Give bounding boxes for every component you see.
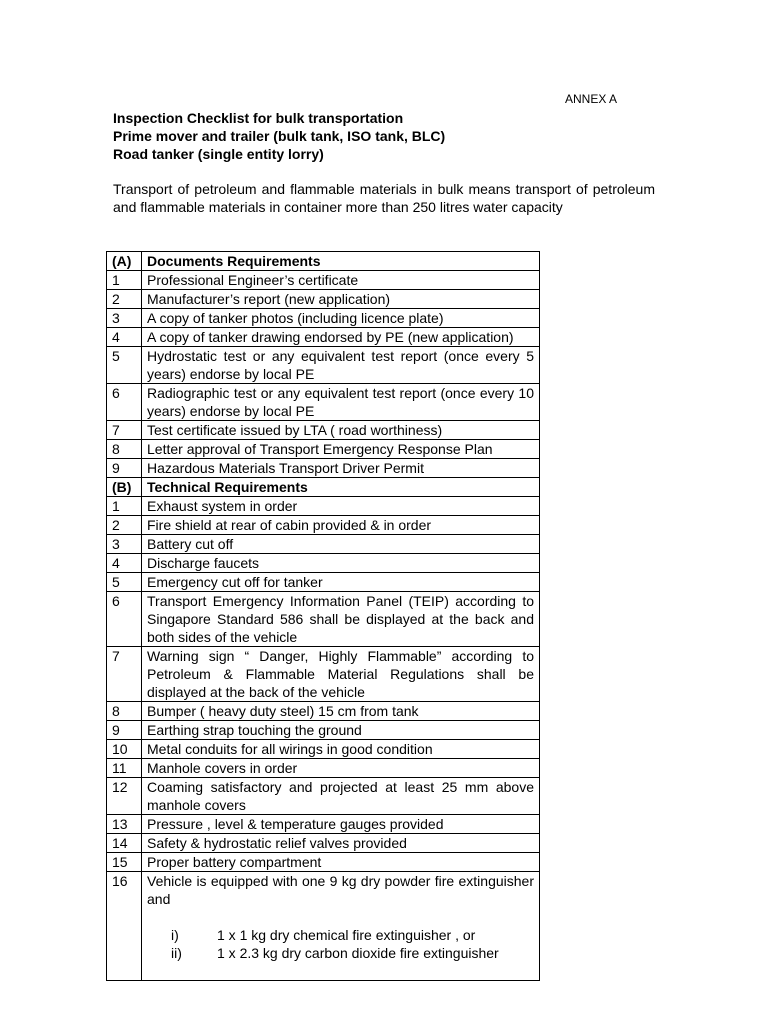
item-number: 2 xyxy=(107,290,142,309)
checklist-body xyxy=(107,252,540,981)
item-number: 5 xyxy=(107,573,142,592)
section-label: (B) xyxy=(107,478,142,497)
item-text: Radiographic test or any equivalent test report (once every 10 years) endorse by local PE xyxy=(142,384,540,421)
title-line-3: Road tanker (single entity lorry) xyxy=(113,146,324,162)
section-heading: Documents Requirements xyxy=(142,252,540,271)
table-row xyxy=(107,647,540,702)
item-text: Earthing strap touching the ground xyxy=(142,721,540,740)
table-row xyxy=(107,347,540,384)
table-row xyxy=(107,535,540,554)
item-text: Letter approval of Transport Emergency Response Plan xyxy=(142,440,540,459)
section-header-technical xyxy=(107,478,540,497)
sub-item xyxy=(171,944,534,962)
intro-paragraph: Transport of petroleum and flammable materials in bulk means transport of petroleum and flammable materials in container more than 250 litres water capacity xyxy=(113,181,655,215)
item-text: Discharge faucets xyxy=(142,554,540,573)
table-row xyxy=(107,815,540,834)
spacer xyxy=(147,908,534,926)
item-text: Fire shield at rear of cabin provided & in order xyxy=(142,516,540,535)
item-text: Manufacturer’s report (new application) xyxy=(142,290,540,309)
item-text: Professional Engineer’s certificate xyxy=(142,271,540,290)
spacer xyxy=(147,962,534,980)
table-row xyxy=(107,440,540,459)
table-row xyxy=(107,328,540,347)
item-text: Bumper ( heavy duty steel) 15 cm from tank xyxy=(142,702,540,721)
table-row xyxy=(107,853,540,872)
title-line-1: Inspection Checklist for bulk transportation xyxy=(113,110,404,126)
item-number: 4 xyxy=(107,554,142,573)
table-row xyxy=(107,592,540,647)
item-number: 16 xyxy=(107,872,142,981)
item-text: Proper battery compartment xyxy=(142,853,540,872)
item-text: Hazardous Materials Transport Driver Permit xyxy=(142,459,540,478)
table-row xyxy=(107,740,540,759)
title-line-2: Prime mover and trailer (bulk tank, ISO tank, BLC) xyxy=(113,128,446,144)
document-title xyxy=(113,109,445,163)
table-row xyxy=(107,290,540,309)
inspection-checklist-table xyxy=(106,251,540,981)
annex-label: ANNEX A xyxy=(565,92,618,106)
sub-item-marker: i) xyxy=(171,927,179,943)
item-number: 6 xyxy=(107,592,142,647)
table-row xyxy=(107,573,540,592)
item-number: 12 xyxy=(107,778,142,815)
table-row xyxy=(107,497,540,516)
item-text: Hydrostatic test or any equivalent test report (once every 5 years) endorse by local PE xyxy=(142,347,540,384)
item-number: 3 xyxy=(107,535,142,554)
section-header-documents xyxy=(107,252,540,271)
item-number: 14 xyxy=(107,834,142,853)
table-row xyxy=(107,309,540,328)
table-row-fire-extinguisher xyxy=(107,872,540,981)
item-number: 7 xyxy=(107,421,142,440)
item-text: A copy of tanker photos (including licence plate) xyxy=(142,309,540,328)
sub-item-marker: ii) xyxy=(171,945,182,961)
item-number: 1 xyxy=(107,271,142,290)
item-number: 8 xyxy=(107,702,142,721)
item-text: Metal conduits for all wirings in good condition xyxy=(142,740,540,759)
table-row xyxy=(107,384,540,421)
table-row xyxy=(107,759,540,778)
item-number: 5 xyxy=(107,347,142,384)
item-number: 13 xyxy=(107,815,142,834)
item-text: Warning sign “ Danger, Highly Flammable” according to Petroleum & Flammable Material Regulations shall be displayed at the back of the vehicle xyxy=(142,647,540,702)
table-row xyxy=(107,778,540,815)
item-number: 6 xyxy=(107,384,142,421)
item-text: Manhole covers in order xyxy=(142,759,540,778)
item-text: Transport Emergency Information Panel (TEIP) according to Singapore Standard 586 shall be displayed at the back and both sides of the vehicle xyxy=(142,592,540,647)
item-text: Coaming satisfactory and projected at least 25 mm above manhole covers xyxy=(142,778,540,815)
item-number: 10 xyxy=(107,740,142,759)
item-number: 7 xyxy=(107,647,142,702)
item-text: Battery cut off xyxy=(142,535,540,554)
item-text: Vehicle is equipped with one 9 kg dry powder fire extinguisher and xyxy=(147,873,534,907)
table-row xyxy=(107,721,540,740)
item-number: 1 xyxy=(107,497,142,516)
item-text: Pressure , level & temperature gauges provided xyxy=(142,815,540,834)
section-heading: Technical Requirements xyxy=(142,478,540,497)
item-number: 3 xyxy=(107,309,142,328)
sub-item-text: 1 x 1 kg dry chemical fire extinguisher , or xyxy=(217,927,476,943)
table-row xyxy=(107,516,540,535)
item-number: 15 xyxy=(107,853,142,872)
item-text: Emergency cut off for tanker xyxy=(142,573,540,592)
item-number: 8 xyxy=(107,440,142,459)
item-text-block xyxy=(142,872,540,981)
item-text: Test certificate issued by LTA ( road worthiness) xyxy=(142,421,540,440)
item-number: 9 xyxy=(107,721,142,740)
table-row xyxy=(107,554,540,573)
table-row xyxy=(107,421,540,440)
table-row xyxy=(107,834,540,853)
sub-item xyxy=(171,926,534,944)
item-number: 9 xyxy=(107,459,142,478)
table-row xyxy=(107,702,540,721)
table-row xyxy=(107,271,540,290)
item-number: 2 xyxy=(107,516,142,535)
section-label: (A) xyxy=(107,252,142,271)
item-number: 4 xyxy=(107,328,142,347)
item-text: Safety & hydrostatic relief valves provided xyxy=(142,834,540,853)
item-number: 11 xyxy=(107,759,142,778)
sub-item-text: 1 x 2.3 kg dry carbon dioxide fire extinguisher xyxy=(217,945,499,961)
item-text: Exhaust system in order xyxy=(142,497,540,516)
table-row xyxy=(107,459,540,478)
item-text: A copy of tanker drawing endorsed by PE (new application) xyxy=(142,328,540,347)
